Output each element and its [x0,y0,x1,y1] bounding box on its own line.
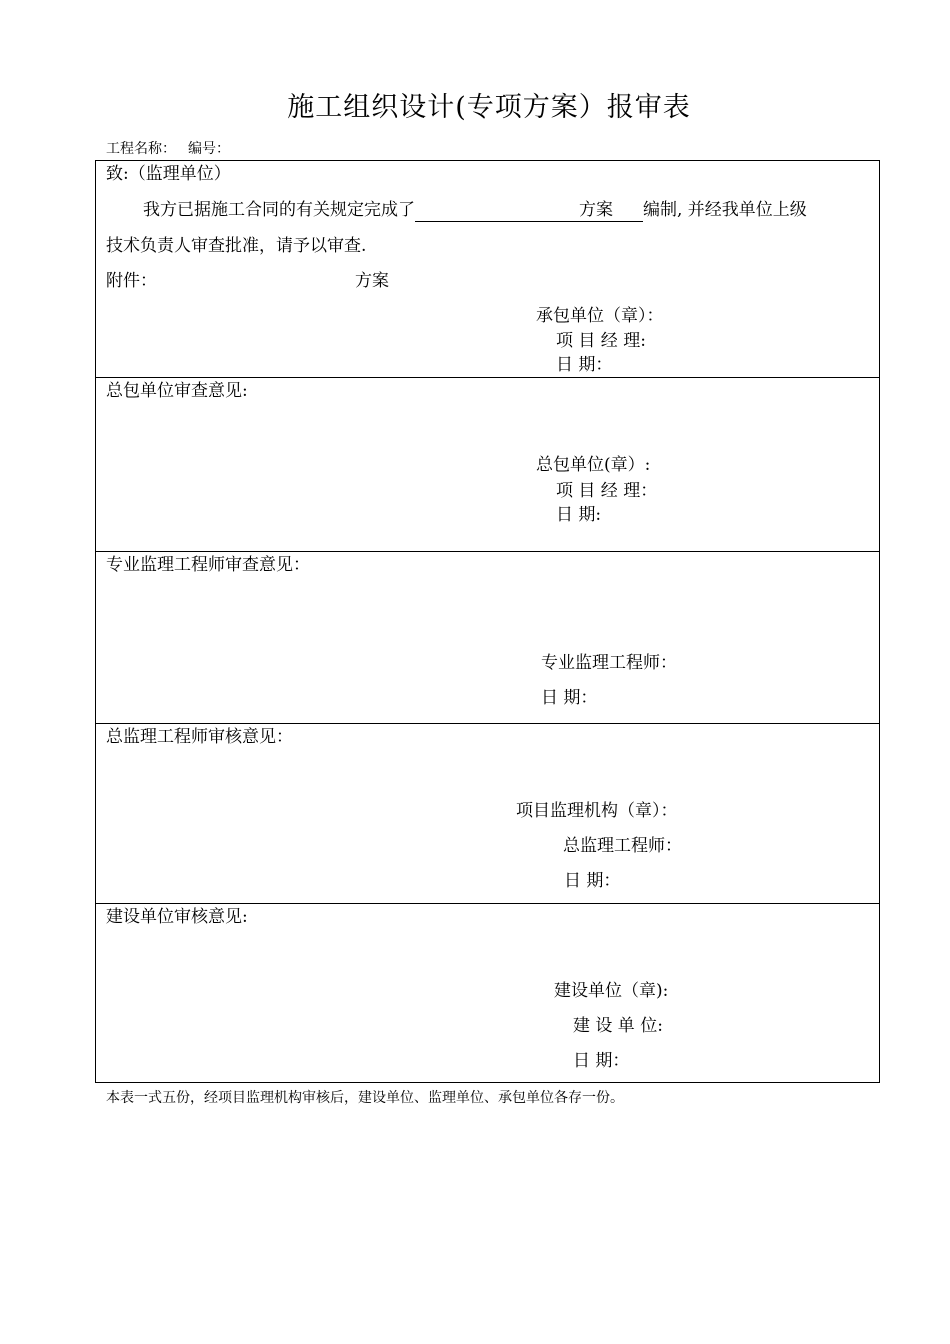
addressee-line: 致:（监理单位） [106,164,231,184]
plan-name-blank[interactable] [415,199,643,222]
submission-section [96,161,879,377]
footnote: 本表一式五份，经项目监理机构审核后，建设单位、监理单位、承包单位各存一份。 [106,1090,624,1106]
section-heading: 总监理工程师审核意见： [106,727,293,747]
project-manager-label: 项 目 经 理: [556,331,646,351]
date-label: 日 期： [573,1051,630,1071]
specialist-engineer-label: 专业监理工程师： [541,653,677,673]
owner-unit-label: 建 设 单 位: [573,1016,663,1036]
section-heading: 总包单位审查意见: [106,381,248,401]
supervision-org-seal-label: 项目监理机构（章）： [516,801,678,821]
specialist-engineer-review-section [96,551,879,723]
attachment-value: 方案 [355,271,389,291]
date-label: 日 期： [541,688,598,708]
section-heading: 专业监理工程师审查意见： [106,555,310,575]
review-form-table [95,160,880,1083]
project-manager-label: 项 目 经 理： [556,481,658,501]
owner-seal-label: 建设单位（章): [554,981,669,1001]
owner-review-section [96,903,879,1082]
date-label: 日 期： [564,871,621,891]
submission-body-line-2: 技术负责人审查批准，请予以审查. [106,236,367,256]
general-contractor-seal-label: 总包单位(章）: [536,455,651,475]
body-text-part2: 编制, 并经我单位上级 [643,200,807,220]
section-heading: 建设单位审核意见: [106,907,248,927]
general-contractor-review-section [96,377,879,551]
date-label: 日 期： [556,355,613,375]
number-label: 编号： [188,141,230,157]
project-name-label: 工程名称： [106,141,176,157]
chief-engineer-review-section [96,723,879,903]
meta-line [106,139,230,159]
page-title: 施工组织设计(专项方案）报审表 [287,92,691,123]
date-label: 日 期: [556,505,602,525]
contractor-seal-label: 承包单位（章）： [536,306,664,326]
submission-body-line-1 [143,198,807,222]
attachment-label: 附件： [106,271,157,291]
chief-engineer-label: 总监理工程师： [563,836,682,856]
plan-word: 方案 [579,200,613,220]
body-text-part1: 我方已据施工合同的有关规定完成了 [143,200,415,220]
